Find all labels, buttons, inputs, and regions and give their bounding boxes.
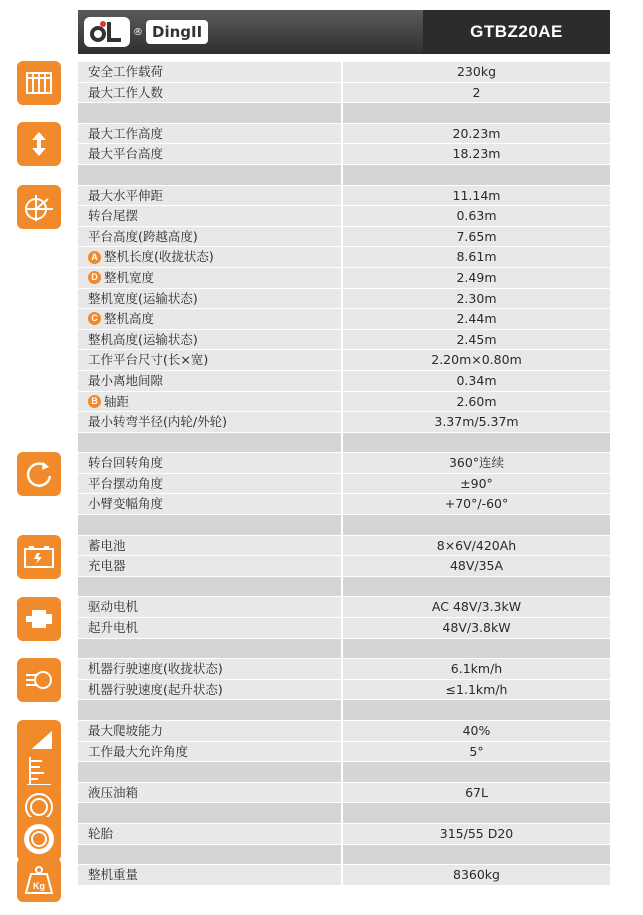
spec-label: 整机宽度 — [104, 269, 155, 285]
spec-label-cell — [78, 165, 341, 185]
spec-label-cell — [78, 515, 341, 535]
spec-label: 最小离地间隙 — [88, 372, 164, 388]
speed-icon — [17, 658, 61, 702]
spec-label-cell — [78, 783, 341, 803]
weight-icon-text: Kg — [33, 881, 45, 892]
spec-label: 安全工作载荷 — [88, 64, 164, 79]
spec-row — [78, 617, 610, 638]
spec-row — [78, 246, 610, 267]
spec-value-cell — [343, 597, 610, 617]
spec-value-cell — [343, 515, 610, 535]
header-bar — [78, 10, 610, 54]
spec-label-cell — [78, 742, 341, 762]
separator-row — [78, 699, 610, 720]
spec-value-cell — [343, 845, 610, 865]
spec-value-cell — [343, 659, 610, 679]
spec-row — [78, 452, 610, 473]
spec-label-cell — [78, 412, 341, 432]
spec-label-cell — [78, 186, 341, 206]
spec-value-cell — [343, 824, 610, 844]
spec-label-cell — [78, 124, 341, 144]
spec-label: 整机长度(收拢状态) — [104, 249, 214, 265]
spec-label-cell — [78, 227, 341, 247]
spec-row — [78, 370, 610, 391]
separator-row — [78, 761, 610, 782]
spec-label: 最大爬坡能力 — [88, 723, 164, 738]
spec-row — [78, 205, 610, 226]
motor-icon — [17, 597, 61, 641]
spec-label-cell — [78, 700, 341, 720]
spec-label: 整机高度 — [104, 311, 155, 327]
spec-value-cell — [343, 494, 610, 514]
dimension-badge: B — [88, 395, 101, 408]
separator-row — [78, 802, 610, 823]
spec-value-cell — [343, 577, 610, 597]
spec-row — [78, 123, 610, 144]
spec-label-cell — [78, 350, 341, 370]
spec-label: 整机宽度(运输状态) — [88, 290, 198, 306]
spec-value: 230kg — [456, 64, 497, 79]
spec-value-cell — [343, 721, 610, 741]
spec-label: 工作最大允许角度 — [88, 743, 189, 759]
spec-row — [78, 411, 610, 432]
spec-label: 机器行驶速度(收拢状态) — [88, 661, 223, 677]
spec-row — [78, 61, 610, 82]
spec-row — [78, 143, 610, 164]
dimension-badge: A — [88, 251, 101, 264]
spec-value: 48V/3.8kW — [442, 620, 511, 636]
spec-row — [78, 267, 610, 288]
spec-value: 2.45m — [456, 331, 497, 347]
spec-value-cell — [343, 474, 610, 494]
spec-row — [78, 679, 610, 700]
spec-label: 平台高度(跨越高度) — [88, 228, 198, 244]
spec-label-cell — [78, 618, 341, 638]
spec-value: 48V/35A — [449, 558, 504, 574]
spec-label: 起升电机 — [88, 620, 139, 636]
reach-axis-icon — [17, 185, 61, 229]
spec-label-cell — [78, 597, 341, 617]
spec-value: 8.61m — [456, 249, 497, 265]
spec-value: ±90° — [460, 475, 493, 491]
spec-row — [78, 185, 610, 206]
spec-label: 最小转弯半径(内轮/外轮) — [88, 414, 227, 430]
separator-row — [78, 102, 610, 123]
spec-value-cell — [343, 433, 610, 453]
spec-value-cell — [343, 783, 610, 803]
spec-label: 小臂变幅角度 — [88, 496, 164, 512]
spec-value: 18.23m — [452, 146, 501, 162]
spec-value-cell — [343, 536, 610, 556]
spec-value: 40% — [462, 723, 491, 738]
battery-icon — [17, 535, 61, 579]
separator-row — [78, 638, 610, 659]
spec-row — [78, 864, 610, 885]
spec-label-cell — [78, 392, 341, 412]
spec-label-cell — [78, 494, 341, 514]
spec-value-cell — [343, 371, 610, 391]
spec-label-cell — [78, 309, 341, 329]
spec-label-cell — [78, 556, 341, 576]
spec-value-cell — [343, 680, 610, 700]
spec-label: 平台摆动角度 — [88, 475, 164, 491]
spec-label-cell — [78, 103, 341, 123]
spec-value: 0.63m — [456, 208, 497, 224]
spec-label-cell — [78, 62, 341, 82]
spec-label: 整机高度(运输状态) — [88, 331, 198, 347]
spec-value: AC 48V/3.3kW — [431, 599, 522, 615]
spec-value-cell — [343, 392, 610, 412]
separator-row — [78, 514, 610, 535]
spec-label-cell — [78, 474, 341, 494]
spec-label-cell — [78, 721, 341, 741]
spec-row — [78, 596, 610, 617]
spec-label: 充电器 — [88, 558, 126, 574]
spec-value: 2.20m×0.80m — [431, 352, 522, 368]
spec-value: 2.30m — [456, 290, 497, 306]
spec-value: 11.14m — [452, 187, 501, 203]
spec-row — [78, 391, 610, 412]
spec-row — [78, 720, 610, 741]
spec-value-cell — [343, 742, 610, 762]
spec-label-cell — [78, 845, 341, 865]
spec-row — [78, 308, 610, 329]
spec-label: 液压油箱 — [88, 784, 139, 800]
model-name: GTBZ20AE — [423, 10, 610, 54]
spec-value-cell — [343, 247, 610, 267]
spec-label-cell — [78, 144, 341, 164]
spec-value-cell — [343, 165, 610, 185]
spec-value-cell — [343, 556, 610, 576]
logo-mark — [84, 17, 130, 47]
spec-label-cell — [78, 289, 341, 309]
spec-row — [78, 782, 610, 803]
spec-label: 整机重量 — [88, 867, 139, 883]
spec-value-cell — [343, 762, 610, 782]
spec-value-cell — [343, 639, 610, 659]
spec-label-cell — [78, 268, 341, 288]
separator-row — [78, 844, 610, 865]
spec-value-cell — [343, 289, 610, 309]
spec-label: 机器行驶速度(起升状态) — [88, 681, 223, 697]
spec-label-cell — [78, 371, 341, 391]
spec-value: 8×6V/420Ah — [436, 537, 517, 553]
spec-value-cell — [343, 124, 610, 144]
brand-logo — [84, 16, 208, 48]
spec-row — [78, 535, 610, 556]
spec-value: +70°/-60° — [444, 496, 509, 512]
spec-label-cell — [78, 453, 341, 473]
spec-row — [78, 555, 610, 576]
spec-value: 6.1km/h — [450, 661, 503, 677]
spec-label-cell — [78, 762, 341, 782]
spec-label: 最大水平伸距 — [88, 187, 164, 203]
spec-value: 315/55 D20 — [439, 825, 514, 841]
spec-value: 360°连续 — [448, 455, 505, 471]
spec-label-cell — [78, 659, 341, 679]
spec-value-cell — [343, 83, 610, 103]
spec-row — [78, 226, 610, 247]
spec-value: 20.23m — [452, 125, 501, 141]
spec-value-cell — [343, 206, 610, 226]
spec-value: 7.65m — [456, 228, 497, 244]
spec-label-cell — [78, 83, 341, 103]
spec-value-cell — [343, 186, 610, 206]
spec-value: 2.49m — [456, 269, 497, 285]
weight-icon — [17, 858, 61, 902]
spec-row — [78, 288, 610, 309]
brand-name: DingII — [146, 20, 208, 44]
spec-value-cell — [343, 227, 610, 247]
spec-value: 2.60m — [456, 393, 497, 409]
spec-value-cell — [343, 453, 610, 473]
spec-label: 最大平台高度 — [88, 146, 164, 162]
spec-label-cell — [78, 824, 341, 844]
spec-label: 工作平台尺寸(长×宽) — [88, 352, 209, 368]
spec-label-cell — [78, 865, 341, 885]
spec-value-cell — [343, 865, 610, 885]
spec-value-cell — [343, 268, 610, 288]
spec-label-cell — [78, 330, 341, 350]
spec-label: 驱动电机 — [88, 599, 139, 615]
spec-value: ≤1.1km/h — [445, 681, 508, 697]
spec-value: 5° — [469, 743, 484, 759]
spec-value-cell — [343, 330, 610, 350]
spec-label-cell — [78, 803, 341, 823]
spec-value-cell — [343, 103, 610, 123]
spec-value: 2 — [472, 84, 481, 100]
spec-label-cell — [78, 247, 341, 267]
spec-label-cell — [78, 639, 341, 659]
spec-label: 蓄电池 — [88, 537, 126, 553]
spec-row — [78, 741, 610, 762]
height-arrow-icon — [17, 122, 61, 166]
spec-label-cell — [78, 433, 341, 453]
spec-label: 最大工作高度 — [88, 125, 164, 141]
separator-row — [78, 432, 610, 453]
spec-value-cell — [343, 309, 610, 329]
spec-value-cell — [343, 62, 610, 82]
spec-row — [78, 493, 610, 514]
spec-label: 最大工作人数 — [88, 84, 164, 100]
registered-mark: ® — [133, 26, 143, 38]
spec-value: 0.34m — [456, 372, 497, 388]
spec-table — [78, 61, 610, 885]
spec-row — [78, 329, 610, 350]
spec-label-cell — [78, 206, 341, 226]
spec-row — [78, 823, 610, 844]
spec-row — [78, 349, 610, 370]
spec-value-cell — [343, 350, 610, 370]
spec-value-cell — [343, 618, 610, 638]
dimension-badge: D — [88, 271, 101, 284]
spec-value-cell — [343, 144, 610, 164]
spec-value: 8360kg — [453, 867, 500, 883]
spec-label-cell — [78, 536, 341, 556]
spec-value-cell — [343, 700, 610, 720]
spec-value-cell — [343, 412, 610, 432]
spec-label: 转台尾摆 — [88, 208, 139, 224]
spec-value: 67L — [465, 784, 488, 800]
separator-row — [78, 164, 610, 185]
spec-label-cell — [78, 577, 341, 597]
spec-label: 轴距 — [104, 393, 130, 409]
spec-label-cell — [78, 680, 341, 700]
spec-label: 轮胎 — [88, 825, 114, 841]
dimension-badge: C — [88, 312, 101, 325]
spec-label: 转台回转角度 — [88, 455, 164, 471]
spec-value-cell — [343, 803, 610, 823]
spec-row — [78, 658, 610, 679]
tire-icon — [17, 817, 61, 861]
spec-value: 2.44m — [456, 311, 497, 327]
separator-row — [78, 576, 610, 597]
spec-value: 3.37m/5.37m — [434, 414, 519, 430]
spec-row — [78, 473, 610, 494]
platform-load-icon — [17, 61, 61, 105]
spec-row — [78, 82, 610, 103]
rotation-icon — [17, 452, 61, 496]
